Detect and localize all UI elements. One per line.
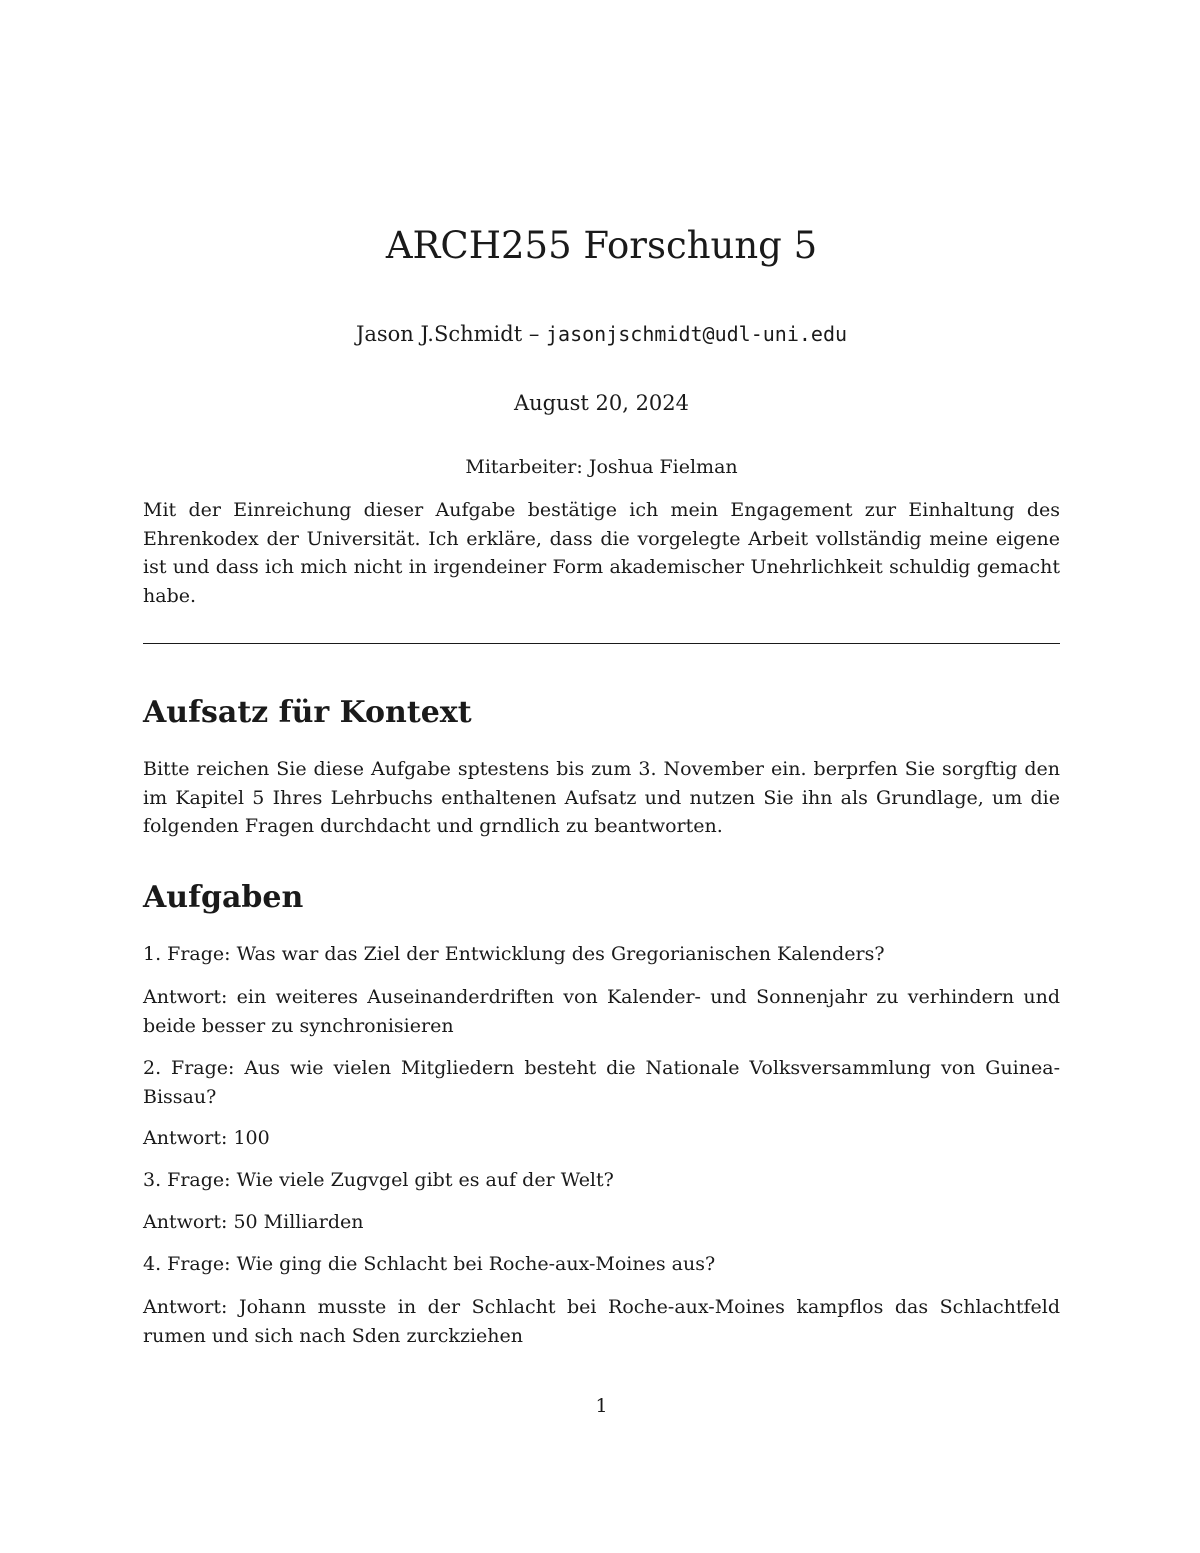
author-line (143, 318, 1060, 350)
tasks-heading: Aufgaben (143, 880, 304, 915)
answer-2: Antwort: 100 (143, 1127, 270, 1149)
document-page (143, 0, 1060, 1553)
author-separator: – (522, 322, 547, 346)
answer-1: Antwort: ein weiteres Auseinanderdriften von Kalender- und Sonnenjahr zu verhindern und beide besser zu synchronisieren (143, 986, 1060, 1037)
document-title: ARCH255 Forschung 5 (385, 224, 818, 267)
context-paragraph: Bitte reichen Sie diese Aufgabe sptestens bis zum 3. November ein. berprfen Sie sorgftig den im Kapitel 5 Ihres Lehrbuchs enthaltenen Aufsatz und nutzen Sie ihn als Grundlage, um die folgenden Fragen durchdacht und grndlich zu beantworten. (143, 758, 1060, 837)
question-3: 3. Frage: Wie viele Zugvgel gibt es auf der Welt? (143, 1169, 614, 1191)
honor-pledge: Mit der Einreichung dieser Aufgabe bestätige ich mein Engagement zur Einhaltung des Ehrenkodex der Universität. Ich erkläre, dass die vorgelegte Arbeit vollständig meine eigene ist und dass ich mich nicht in irgendeiner Form akademischer Unehrlichkeit schuldig gemacht habe. (143, 499, 1060, 607)
author-name: Jason J.Schmidt (355, 322, 523, 346)
answer-4: Antwort: Johann musste in der Schlacht bei Roche-aux-Moines kampflos das Schlachtfeld rumen und sich nach Sden zurckziehen (143, 1296, 1060, 1347)
horizontal-rule (143, 643, 1060, 644)
question-1: 1. Frage: Was war das Ziel der Entwicklung des Gregorianischen Kalenders? (143, 943, 885, 965)
page-number: 1 (595, 1395, 608, 1417)
question-2: 2. Frage: Aus wie vielen Mitgliedern besteht die Nationale Volksversammlung von Guinea-Bissau? (143, 1057, 1060, 1108)
document-date: August 20, 2024 (513, 391, 690, 415)
question-4: 4. Frage: Wie ging die Schlacht bei Roche-aux-Moines aus? (143, 1253, 716, 1275)
answer-3: Antwort: 50 Milliarden (143, 1211, 364, 1233)
context-heading: Aufsatz für Kontext (143, 695, 472, 730)
collaborator-line: Mitarbeiter: Joshua Fielman (465, 456, 738, 478)
author-email: jasonjschmidt@udl-uni.edu (546, 322, 848, 346)
